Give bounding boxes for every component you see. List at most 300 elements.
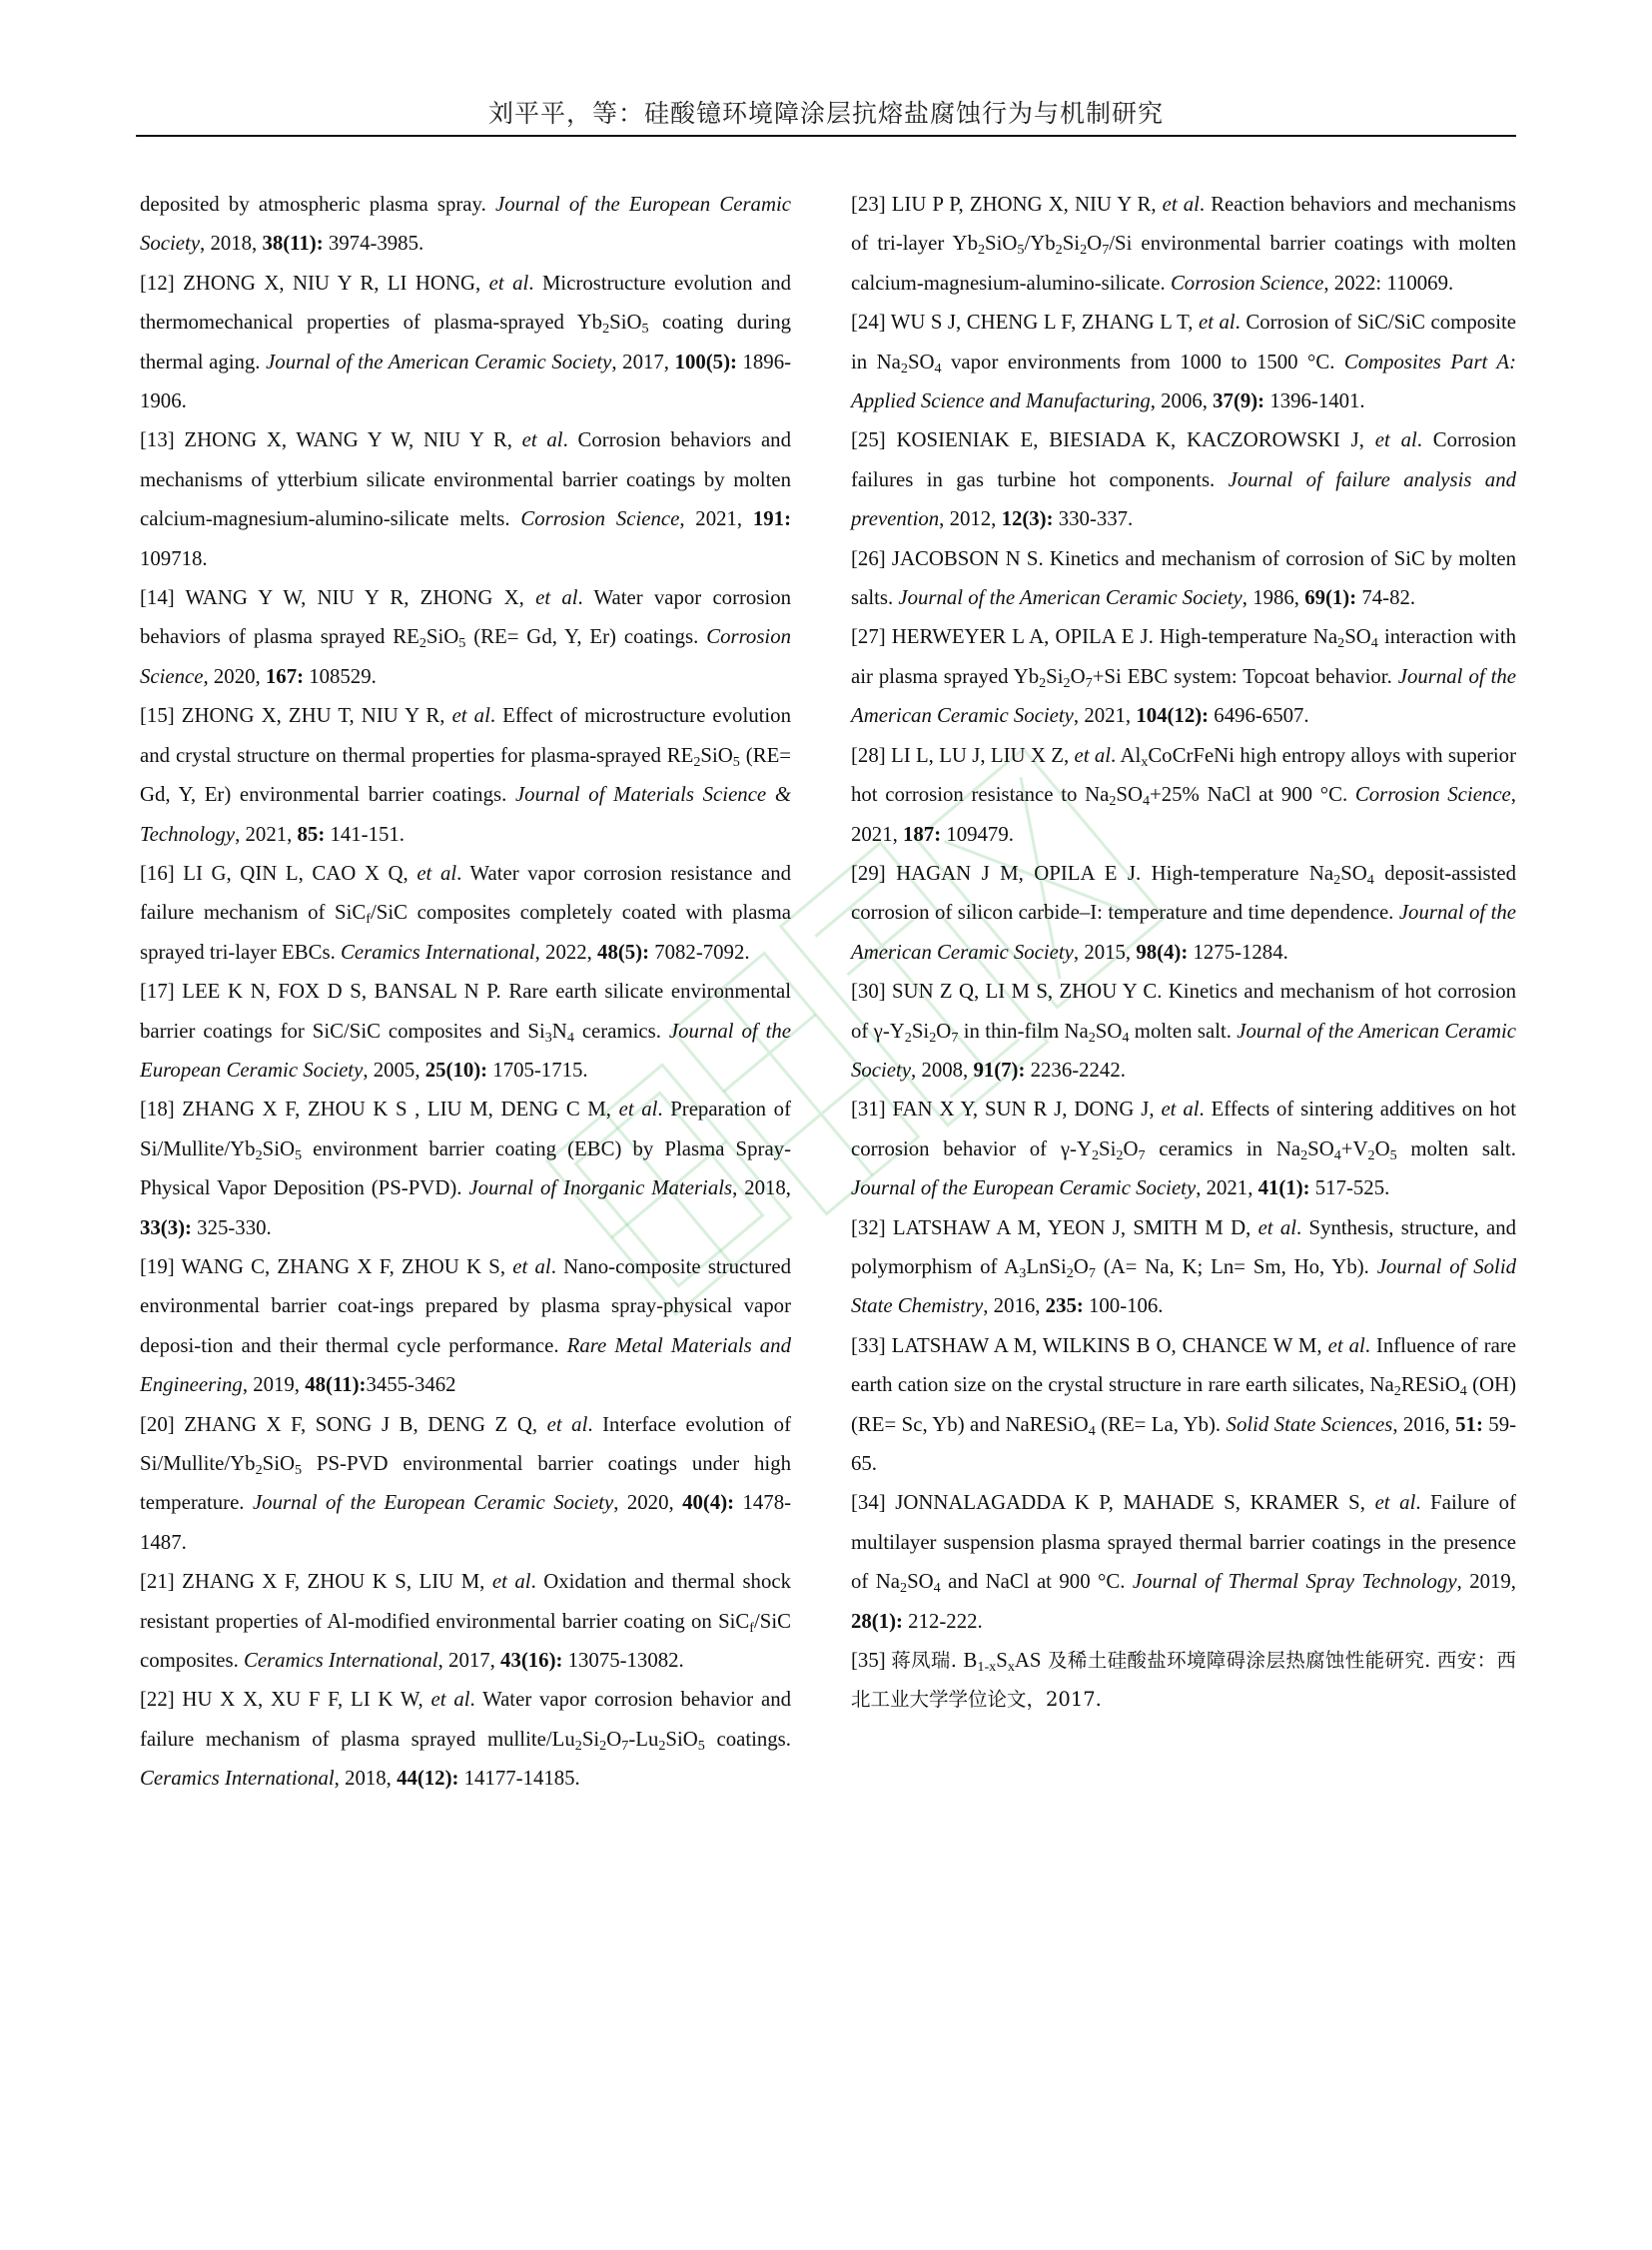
reference-title: vapor environments from 1000 to 1500 °C. [941,350,1344,374]
formula-text: A [1004,1254,1020,1278]
reference-volume: 187: [903,822,942,846]
reference-title: composites. [140,1649,244,1673]
formula-text: Na [1312,625,1338,649]
formula-text: SO [907,350,935,374]
reference-year: , 2018, [732,1176,791,1200]
reference-entry [140,264,791,421]
journal-name: Journal of Materials Science & Technology [140,783,791,846]
reference-entry [140,1562,791,1680]
reference-pages: 109479. [941,822,1014,846]
formula-subscript: 3 [1019,1264,1027,1281]
formula-subscript: x [1141,753,1149,770]
formula-text: Na [875,1570,901,1594]
journal-name: Journal of Solid State Chemistry [851,1254,1516,1318]
formula-text: AS [1014,1649,1042,1673]
et-al: et al [1162,193,1200,216]
et-al: et al [512,1254,551,1278]
formula-subscript: 2 [693,753,701,770]
reference-entry [851,854,1516,972]
formula-subscript: 2 [900,1580,908,1597]
reference-pages: 330-337. [1053,507,1134,531]
reference-authors: [15] ZHONG X, ZHU T, NIU Y R, [140,704,452,728]
reference-volume: 85: [297,822,326,846]
chemical-formula [1369,1373,1467,1400]
formula-subscript: 7 [951,1029,959,1046]
reference-pages: 6496-6507. [1209,704,1309,728]
reference-entry [140,696,791,854]
formula-subscript: 7 [1102,242,1110,259]
journal-name: Journal of the American Ceramic Society [851,1019,1516,1082]
reference-authors: [23] LIU P P, ZHONG X, NIU Y R, [851,193,1163,216]
formula-text: SiO [262,1136,295,1160]
reference-title: . Corrosion behaviors and mechanisms of ytterbium silicate environmental barrier coatings by molten calcium-magnesium-alumino-silicate melts. [140,428,791,531]
et-al: et al [1198,311,1236,335]
reference-title: coating during thermal aging. [140,311,791,374]
reference-entry [140,420,791,578]
references-left-column [140,185,791,1799]
reference-volume: 12(3): [1001,507,1054,531]
formula-subscript: 2 [1066,1264,1074,1281]
reference-entry [851,185,1516,303]
reference-title: molten salt. [1129,1019,1238,1043]
reference-volume: 38(11): [262,232,324,256]
formula-subscript: 2 [1333,871,1341,888]
reference-volume: 51: [1455,1412,1483,1436]
formula-text: Yb [230,1452,256,1475]
journal-name: Rare Metal Materials and Engineering [140,1333,791,1397]
formula-subscript: 4 [1088,1422,1096,1439]
reference-pages: 108529. [304,664,377,688]
reference-year: , 2021, [1073,704,1137,728]
reference-authors: [27] HERWEYER L A, OPILA E J. High-temperature [851,625,1313,649]
formula-subscript: 2 [255,1146,263,1163]
reference-volume: 41(1): [1257,1176,1310,1200]
reference-pages: 212-222. [902,1609,983,1633]
reference-authors: [34] JONNALAGADDA K P, MAHADE S, KRAMER S, [851,1491,1375,1515]
reference-entry [851,1641,1516,1720]
reference-pages: 13075-13082. [562,1649,684,1673]
reference-volume: 48(5): [597,940,650,964]
et-al: et al [546,1412,588,1436]
chemical-formula [952,232,1110,259]
journal-name: Ceramics International [140,1767,335,1791]
formula-subscript: 2 [1109,793,1117,810]
formula-subscript: 5 [641,321,649,338]
chemical-formula [393,625,466,652]
reference-title: . Water vapor corrosion behavior and failure mechanism of plasma sprayed mullite/ [140,1688,792,1751]
reference-title: (RE= Gd, Y, Er) coatings. [465,625,707,649]
reference-year: , 2018, [334,1767,398,1791]
reference-title-cn: 及稀土硅酸盐环境障碍涂层热腐蚀性能研究. 西安：西北工业大学学位论文，2017. [851,1649,1516,1712]
reference-authors: [33] LATSHAW A M, WILKINS B O, CHANCE W M, [851,1333,1328,1357]
reference-year: , 2006, [1150,389,1214,413]
reference-pages: 109718. [140,546,208,570]
et-al: et al [1374,1491,1416,1515]
reference-authors: [12] ZHONG X, NIU Y R, LI HONG, [140,271,489,295]
reference-authors: [20] ZHANG X F, SONG J B, DENG Z Q, [140,1412,547,1436]
formula-subscript: 4 [934,360,942,376]
formula-text: RE [393,625,419,649]
reference-title: . Interface evolution of Si/Mullite/ [140,1412,791,1475]
chemical-formula [1060,1136,1146,1163]
reference-pages: 517-525. [1309,1176,1390,1200]
chemical-formula [1308,861,1374,888]
chemical-formula [1275,1136,1397,1163]
formula-text: Si [1062,232,1081,256]
formula-subscript: 4 [1370,635,1378,652]
formula-text: O [1123,1136,1139,1160]
formula-text: Yb [230,1136,256,1160]
reference-pages: 74-82. [1356,586,1416,610]
et-al: et al [416,861,457,885]
reference-authors: [28] LI L, LU J, LIU X Z, [851,743,1075,767]
formula-text: SiO [425,625,459,649]
chemical-formula [1120,743,1235,770]
journal-name: Journal of the American Ceramic Society [851,664,1516,728]
chemical-formula [1013,664,1093,691]
et-al: et al [430,1688,470,1712]
reference-volume: 33(3): [140,1215,192,1239]
formula-text: N [551,1019,567,1043]
formula-text: SiO [700,743,733,767]
et-al: et al [491,1570,531,1594]
reference-pages: 2236-2242. [1025,1058,1126,1082]
formula-text: Yb [952,232,978,256]
formula-subscript: 5 [1389,1146,1397,1163]
reference-title: molten salt. [1396,1136,1516,1160]
formula-text: γ-Y [873,1019,905,1043]
reference-entry [140,578,791,696]
reference-pages: 3455-3462 [366,1373,456,1397]
reference-authors: [31] FAN X Y, SUN R J, DONG J, [851,1098,1162,1122]
formula-text: Si [911,1019,930,1043]
reference-title: high entropy alloys with superior hot corrosion resistance to [851,743,1516,807]
chemical-formula [1005,1412,1096,1439]
reference-entry [851,420,1516,538]
reference-entry [851,1090,1516,1207]
chemical-formula [1312,625,1378,652]
reference-authors: [19] WANG C, ZHANG X F, ZHOU K S, [140,1254,513,1278]
reference-title: ceramics. [573,1019,669,1043]
formula-subscript: f [366,911,371,928]
formula-text: SiO [262,1452,295,1475]
formula-text: O [1374,1136,1390,1160]
reference-year: , 2019, [242,1373,306,1397]
reference-entry [851,1483,1516,1641]
formula-subscript: 4 [1142,793,1151,810]
reference-authors: [30] SUN Z Q, LI M S, ZHOU Y C. Kinetics and mechanism of hot corrosion of [851,980,1516,1043]
reference-volume: 44(12): [397,1767,459,1791]
formula-text: SO [1340,861,1367,885]
formula-text: Na [1085,783,1110,807]
reference-year: , 2021, [679,507,753,531]
reference-authors: [26] JACOBSON N S. Kinetics and mechanism of corrosion of SiC by molten salts. [851,546,1516,610]
formula-text: RE [666,743,694,767]
chemical-formula [875,1570,941,1597]
formula-text: /SiC [754,1609,791,1633]
journal-name: Journal of Thermal Spray Technology [1132,1570,1457,1594]
et-al: et al [535,586,578,610]
formula-text: Si [527,1019,545,1043]
reference-year: , 2021, [851,783,1516,846]
formula-subscript: 2 [255,1461,263,1478]
header-rule [136,135,1516,137]
reference-year: , 2018, [200,232,263,256]
chemical-formula [873,1019,959,1046]
formula-text: NaRESiO [1005,1412,1089,1436]
reference-year: , 2005, [363,1058,425,1082]
reference-year: , 2017, [611,350,675,374]
formula-subscript: 4 [1333,1146,1341,1163]
formula-subscript: f [749,1619,754,1636]
reference-title: composites completely coated with plasma sprayed tri-layer EBCs. [140,901,791,964]
reference-entry [140,1247,791,1405]
formula-subscript: 4 [933,1580,941,1597]
reference-volume: 48(11): [305,1373,367,1397]
reference-year: , 2022, [534,940,598,964]
reference-pages: 14177-14185. [458,1767,580,1791]
reference-authors: deposited by atmospheric plasma spray. [140,193,495,216]
formula-text: SiC [335,901,367,925]
reference-authors: [25] KOSIENIAK E, BIESIADA K, KACZOROWSKI J, [851,428,1375,452]
formula-text: O [1087,232,1103,256]
formula-subscript: 2 [904,1029,912,1046]
formula-text: +V [1340,1136,1368,1160]
reference-volume: 25(10): [424,1058,488,1082]
reference-year: , 2015, [1073,940,1137,964]
reference-title: . Nano-composite structured environmental barrier coat-ings prepared by plasma spray-physical vapor deposi-tion and their thermal cycle performance. [140,1254,791,1357]
formula-text: Si [581,1727,600,1751]
et-al: et al [521,428,563,452]
reference-entry [851,736,1516,854]
reference-authors: [35] [851,1649,892,1673]
reference-entry [140,1090,791,1247]
formula-subscript: 2 [602,321,610,338]
chemical-formula [666,743,740,770]
reference-authors: [14] WANG Y W, NIU Y R, ZHONG X, [140,586,536,610]
reference-volume: 40(4): [682,1491,735,1515]
formula-subscript: 2 [1116,1146,1124,1163]
reference-pages: 1478-1487. [140,1491,792,1554]
reference-title: . Synthesis, structure, and polymorphism of [851,1215,1516,1278]
formula-text: SiO [609,311,642,335]
formula-subscript: 7 [621,1737,629,1754]
formula-subscript: 5 [697,1737,705,1754]
reference-title: . Effect of microstructure evolution and crystal structure on thermal properties for plasma-sprayed [140,704,791,767]
formula-subscript: 2 [1367,1146,1375,1163]
formula-subscript: 4 [566,1029,574,1046]
reference-entry [140,854,791,972]
reference-volume: 167: [265,664,305,688]
journal-name: Corrosion Science [1170,271,1324,295]
reference-title: environment barrier coating (EBC) by Plasma Spray-Physical Vapor Deposition (PS-PVD). [140,1136,791,1200]
reference-entry [851,303,1516,420]
formula-subscript: x [1007,1658,1015,1675]
formula-subscript: 3 [544,1029,552,1046]
reference-year: , 2017, [437,1649,501,1673]
reference-authors: [32] LATSHAW A M, YEON J, SMITH M D, [851,1215,1258,1239]
formula-text: Na [1308,861,1334,885]
et-al: et al [1161,1098,1200,1122]
journal-name: Journal of Inorganic Materials [468,1176,733,1200]
formula-text: Si [1046,664,1064,688]
formula-text: Na [1064,1019,1089,1043]
chemical-formula [527,1019,574,1046]
et-al: et al [1257,1215,1297,1239]
reference-title: PS-PVD environmental barrier coatings under high temperature. [140,1452,791,1515]
journal-name: Corrosion Science [1354,783,1511,807]
reference-year: , 2022: 110069. [1323,271,1454,295]
reference-authors: [13] ZHONG X, WANG Y W, NIU Y R, [140,428,522,452]
et-al: et al [488,271,529,295]
reference-volume: 100(5): [674,350,737,374]
reference-title: /Si environmental barrier coatings with molten calcium-magnesium-alumino-silicate. [851,232,1516,295]
formula-subscript: 4 [1459,1383,1467,1400]
reference-title: . [1111,743,1121,767]
reference-authors: [21] ZHANG X F, ZHOU K S, LIU M, [140,1570,492,1594]
reference-entry [851,617,1516,735]
reference-title: . Reaction behaviors and mechanisms of tri-layer [851,193,1516,256]
formula-subscript: 2 [1337,635,1345,652]
reference-year: , 2020, [613,1491,683,1515]
reference-title: in thin-film [958,1019,1065,1043]
reference-title: . Failure of multilayer suspension plasma sprayed thermal barrier coatings in the presence of [851,1491,1516,1594]
reference-pages: 3974-3985. [323,232,424,256]
formula-text: O [936,1019,952,1043]
reference-year: , 2008, [911,1058,974,1082]
reference-authors: [29] HAGAN J M, OPILA E J. High-temperature [851,861,1309,885]
reference-title: +25% NaCl at 900 °C. [1150,783,1355,807]
formula-subscript: 2 [1300,1146,1308,1163]
formula-subscript: 2 [1088,1029,1096,1046]
formula-text: O [1073,1254,1089,1278]
formula-text: O [606,1727,622,1751]
reference-title: . Corrosion of SiC/SiC composite in [851,311,1516,374]
formula-subscript: 2 [574,1737,582,1754]
et-al: et al [1374,428,1417,452]
formula-subscript: 2 [900,360,908,376]
reference-year: , 2019, [1456,1570,1516,1594]
formula-text: /Yb [1024,232,1056,256]
reference-entry [140,185,791,264]
reference-pages: 59-65. [851,1412,1517,1475]
reference-volume: 191: [752,507,791,531]
reference-title: . Water vapor corrosion behaviors of plasma sprayed [140,586,791,649]
reference-year: , 2012, [939,507,1002,531]
reference-title: . Microstructure evolution and thermomechanical properties of plasma-sprayed [140,271,792,335]
formula-text: SO [1344,625,1371,649]
formula-subscript: 2 [599,1737,607,1754]
reference-title: (RE= La, Yb). [1095,1412,1227,1436]
formula-text: Yb [1013,664,1040,688]
chemical-formula [1064,1019,1130,1046]
formula-subscript: 2 [1091,1146,1100,1163]
formula-text: Na [876,350,901,374]
reference-entry [851,539,1516,618]
formula-text: O [1070,664,1086,688]
journal-name: Journal of the American Ceramic Society [266,350,612,374]
formula-subscript: 2 [1063,674,1071,691]
reference-pages: 1705-1715. [487,1058,588,1082]
reference-title: +Si EBC system: Topcoat behavior. [1092,664,1398,688]
reference-pages: 141-151. [325,822,405,846]
formula-text: SiO [665,1727,698,1751]
reference-title: (A= Na, K; Ln= Sm, Ho, Yb). [1095,1254,1377,1278]
chemical-formula [877,351,942,374]
reference-volume: 28(1): [851,1609,903,1633]
journal-name: Corrosion Science [520,507,680,531]
reference-title: . Preparation of Si/Mullite/ [140,1098,791,1160]
formula-subscript: 1-x [977,1658,997,1675]
formula-text: SO [1095,1019,1123,1043]
reference-volume: 69(1): [1304,586,1357,610]
et-al: et al [1074,743,1112,767]
formula-subscript: 2 [929,1029,937,1046]
reference-title: . Oxidation and thermal shock resistant properties of Al-modified environmental barrier coating on [140,1570,791,1633]
reference-authors: [18] ZHANG X F, ZHOU K S , LIU M, DENG C M, [140,1098,619,1122]
reference-pages: 7082-7092. [649,940,750,964]
formula-subscript: 2 [1039,674,1047,691]
formula-subscript: 5 [295,1146,303,1163]
formula-subscript: 2 [1080,242,1088,259]
journal-name: Composites Part A: Applied Science and Manufacturing [851,350,1517,413]
formula-subscript: 2 [1393,1383,1401,1400]
reference-entry [140,972,791,1090]
formula-text: Al [1120,743,1142,767]
chemical-formula [551,1727,705,1754]
reference-volume: 235: [1045,1294,1084,1318]
chemical-formula [1085,783,1151,810]
reference-volume: 98(4): [1136,940,1189,964]
formula-text: Na [1275,1136,1301,1160]
formula-subscript: 5 [295,1461,303,1478]
reference-title: ceramics in [1145,1136,1276,1160]
reference-title: and NaCl at 900 °C. [940,1570,1133,1594]
journal-name: Journal of failure analysis and prevention [851,467,1516,531]
reference-title: (OH) (RE= Sc, Yb) and [851,1373,1517,1436]
reference-entry [851,1326,1516,1484]
reference-year: , 2021, [235,822,298,846]
formula-subscript: 7 [1085,674,1093,691]
reference-authors: [16] LI G, QIN L, CAO X Q, [140,861,417,885]
journal-name: Journal of the European Ceramic Society [252,1491,614,1515]
journal-name: Solid State Sciences [1226,1412,1393,1436]
formula-text: CoCrFeNi [1148,743,1235,767]
reference-authors: [17] LEE K N, FOX D S, BANSAL N P. Rare earth silicate environmental barrier coatings for SiC/SiC composites and [140,980,791,1043]
formula-text: Na [1369,1373,1394,1397]
reference-authors: [22] HU X X, XU F F, LI K W, [140,1688,431,1712]
formula-subscript: 7 [1138,1146,1146,1163]
formula-text: Si [1099,1136,1117,1160]
formula-text: S [996,1649,1008,1673]
reference-title: . Effects of sintering additives on hot corrosion behavior of [851,1098,1516,1160]
formula-subscript: 5 [458,635,466,652]
et-al: et al [618,1098,658,1122]
journal-name: Journal of the European Ceramic Society [140,193,791,256]
formula-text: γ-Y [1060,1136,1092,1160]
journal-name: Journal of the European Ceramic Society [851,1176,1197,1200]
formula-subscript: 5 [1017,242,1025,259]
reference-year: , 2020, [203,664,266,688]
reference-year: , 1986, [1241,586,1305,610]
reference-volume: 43(16): [500,1649,563,1673]
reference-pages: 100-106. [1083,1294,1164,1318]
reference-year: , 2021, [1196,1176,1258,1200]
reference-pages: 1896-1906. [140,350,792,413]
formula-text: Yb [576,311,603,335]
formula-text: SiC [718,1609,750,1633]
reference-pages: 1396-1401. [1264,389,1365,413]
